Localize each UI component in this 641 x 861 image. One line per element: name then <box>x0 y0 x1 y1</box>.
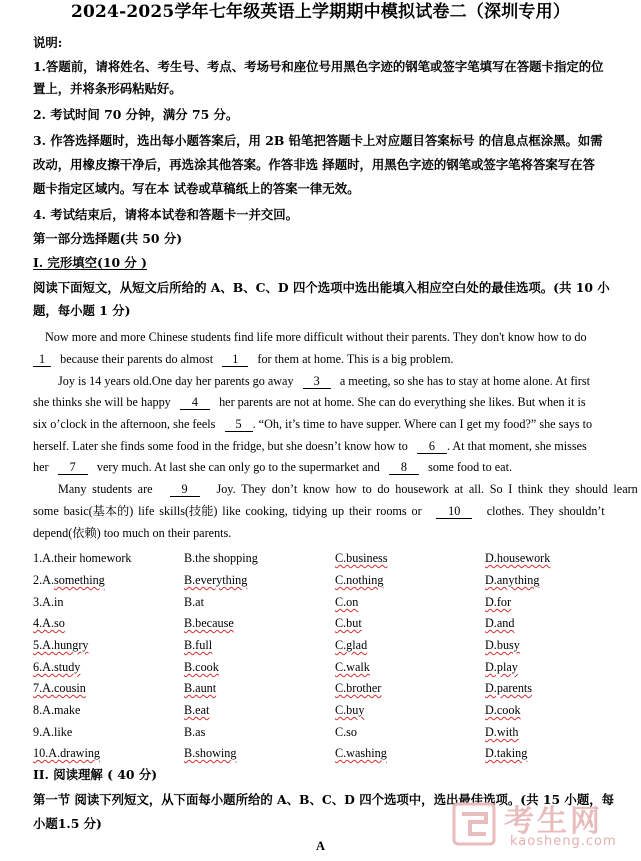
blank-1[interactable]: 1 <box>33 353 51 367</box>
blank-9[interactable]: 9 <box>170 483 200 497</box>
passage-line: Joy is 14 years old.One day her parents go away 3 a meeting, so she has to stay at home alone. At first <box>58 374 590 388</box>
option-b[interactable]: B.the shopping <box>184 551 258 565</box>
instruction-line: 4. 考试结束后，请将本试卷和答题卡一并交回。 <box>33 207 299 222</box>
option-a[interactable]: 8.A.make <box>33 703 81 717</box>
blank-8[interactable]: 8 <box>389 461 419 475</box>
passage-line: Now more and more Chinese students find life more difficult without their parents. They don't know how to do <box>45 330 587 344</box>
option-b[interactable]: B.showing <box>184 746 237 760</box>
option-c[interactable]: C.business <box>335 551 388 565</box>
option-a[interactable]: 6.A.study <box>33 660 81 674</box>
passage-line: six o’clock in the afternoon, she feels 5 . “Oh, it’s time to have supper. Where can I get my food?” she says to <box>33 417 593 431</box>
blank-6[interactable]: 6 <box>417 440 447 454</box>
instruction-line: 2. 考试时间 70 分钟，满分 75 分。 <box>33 107 239 122</box>
option-b[interactable]: B.at <box>184 595 204 609</box>
option-a[interactable]: 9.A.like <box>33 725 73 739</box>
option-d[interactable]: D.play <box>485 660 518 674</box>
option-a[interactable]: 2.A.something <box>33 573 105 587</box>
option-d[interactable]: D.housework <box>485 551 551 565</box>
instructions-heading: 说明: <box>33 35 63 50</box>
option-c[interactable]: C.nothing <box>335 573 384 587</box>
option-d[interactable]: D.for <box>485 595 512 609</box>
section1-title: I. 完形填空(10 分 ) <box>33 255 147 270</box>
option-c[interactable]: C.on <box>335 595 359 609</box>
option-b[interactable]: B.aunt <box>184 681 217 695</box>
passage-a-label: A <box>315 839 326 853</box>
watermark-text: 考生网 <box>504 804 603 839</box>
section2-directions: 第一节 阅读下列短文，从下面每小题所给的 A、B、C、D 四个选项中，选出最佳选项。(共 15 小题，每 <box>33 792 614 807</box>
option-b[interactable]: B.eat <box>184 703 210 717</box>
option-c[interactable]: C.brother <box>335 681 382 695</box>
option-d[interactable]: D.taking <box>485 746 528 760</box>
option-c[interactable]: C.but <box>335 616 362 630</box>
blank-2[interactable]: 1 <box>222 353 248 367</box>
section1-directions-cont: 题，每小题 1 分) <box>33 303 131 318</box>
section2-title: II. 阅读理解 ( 40 分) <box>33 767 158 782</box>
option-a[interactable]: 4.A.so <box>33 616 65 630</box>
instruction-line: 题卡指定区域内。写在本 试卷或草稿纸上的答案一律无效。 <box>33 181 360 196</box>
section2-directions-cont: 小题1.5 分) <box>33 816 102 831</box>
part1-heading: 第一部分选择题(共 50 分) <box>33 231 183 246</box>
instruction-line: 1.答题前，请将姓名、考生号、考点、考场号和座位号用黑色字迹的钢笔或签字笔填写在答题卡指定的位 <box>33 59 604 74</box>
blank-4[interactable]: 4 <box>180 396 210 410</box>
section1-directions: 阅读下面短文，从短文后所给的 A、B、C、D 四个选项中选出能填入相应空白处的最佳选项。(共 10 小 <box>33 280 610 295</box>
instruction-line: 3. 作答选择题时，选出每小题答案后，用 2B 铅笔把答题卡上对应题目答案标号 的信息点框涂黑。如需 <box>33 133 603 148</box>
option-c[interactable]: C.so <box>335 725 358 739</box>
blank-5[interactable]: 5 <box>225 418 253 432</box>
option-a[interactable]: 3.A.in <box>33 595 64 609</box>
passage-line: herself. Later she finds some food in the fridge, but she doesn’t know how to 6 . At that moment, she misses <box>33 439 587 453</box>
option-d[interactable]: D.anything <box>485 573 540 587</box>
option-d[interactable]: D.parents <box>485 681 533 695</box>
watermark-url: kaosheng.com <box>510 834 617 849</box>
passage-line: Many students are 9 Joy. They don’t know how to do housework at all. So I think they should learn <box>58 482 638 496</box>
blank-3[interactable]: 3 <box>303 375 331 389</box>
page-title: 2024-2025学年七年级英语上学期期中模拟试卷二（深圳专用） <box>70 2 571 22</box>
option-c[interactable]: C.glad <box>335 638 368 652</box>
option-c[interactable]: C.buy <box>335 703 365 717</box>
option-d[interactable]: D.and <box>485 616 515 630</box>
passage-line: 1 because their parents do almost 1 for them at home. This is a big problem. <box>33 350 611 368</box>
option-b[interactable]: B.full <box>184 638 213 652</box>
option-b[interactable]: B.because <box>184 616 234 630</box>
blank-7[interactable]: 7 <box>58 461 88 475</box>
option-b[interactable]: B.cook <box>184 660 219 674</box>
watermark <box>452 798 637 856</box>
option-a[interactable]: 1.A.their homework <box>33 551 132 565</box>
blank-10[interactable]: 10 <box>436 505 472 519</box>
option-d[interactable]: D.cook <box>485 703 521 717</box>
option-d[interactable]: D.with <box>485 725 519 739</box>
option-a[interactable]: 7.A.cousin <box>33 681 86 695</box>
passage-line: depend(依赖) too much on their parents. <box>33 526 232 540</box>
option-c[interactable]: C.washing <box>335 746 387 760</box>
instruction-line: 置上，并将条形码粘贴好。 <box>33 81 182 96</box>
option-b[interactable]: B.everything <box>184 573 248 587</box>
watermark-logo-icon <box>452 802 496 846</box>
option-b[interactable]: B.as <box>184 725 206 739</box>
option-d[interactable]: D.busy <box>485 638 520 652</box>
passage-line: her 7 very much. At last she can only go to the supermarket and 8 some food to eat. <box>33 460 513 474</box>
option-a[interactable]: 5.A.hungry <box>33 638 89 652</box>
passage-line: some basic(基本的) life skills(技能) like cooking, tidying up their rooms or 10 clothes. They shouldn’t <box>33 504 605 518</box>
option-c[interactable]: C.walk <box>335 660 370 674</box>
instruction-line: 改动，用橡皮擦干净后，再选涂其他答案。作答非选 择题时，用黑色字迹的钢笔或签字笔将答案写在答 <box>33 157 595 172</box>
option-a[interactable]: 10.A.drawing <box>33 746 101 760</box>
passage-line: she thinks she will be happy 4 her parents are not at home. She can do everything she likes. But when it is <box>33 395 586 409</box>
